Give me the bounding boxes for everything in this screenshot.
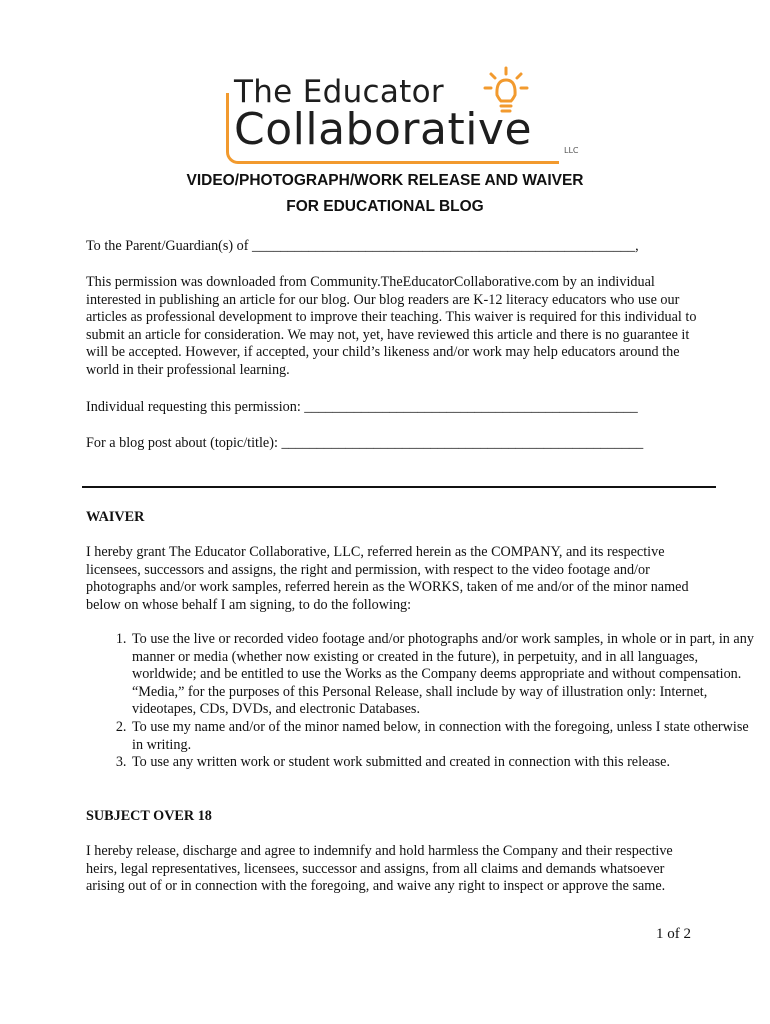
list-item: 2. To use my name and/or of the minor named below, in connection with the foregoing, unless I state otherwise in writing. — [130, 719, 756, 754]
waiver-heading: WAIVER — [86, 509, 145, 525]
permission-paragraph: This permission was downloaded from Community.TheEducatorCollaborative.com by an individual interested in publishing an article for our blog. Our blog readers are K-12 literacy educators who use our articles as professional development to improve their teaching. This waiver is required for this individual to submit an article for consideration. We may not, yet, have reviewed this article and there is no guarantee it will be accepted. However, if accepted, your child’s likeness and/or work may help educators around the world in their professional learning. — [86, 274, 697, 378]
logo-line-2: Collaborative — [234, 104, 533, 155]
document-subtitle: FOR EDUCATIONAL BLOG — [286, 198, 484, 215]
lightbulb-icon — [482, 66, 530, 122]
section-divider — [82, 486, 716, 488]
waiver-list — [86, 631, 756, 772]
waiver-paragraph: I hereby grant The Educator Collaborative, LLC, referred herein as the COMPANY, and its respective licensees, successors and assigns, the right and permission, with respect to the video footage and/or photographs and/or work samples, referred herein as the WORKS, taken of me and/or of the minor named below on whose behalf I am signing, to do the following: — [86, 544, 689, 613]
document-title: VIDEO/PHOTOGRAPH/WORK RELEASE AND WAIVER — [186, 172, 584, 189]
list-item: 1. To use the live or recorded video footage and/or photographs and/or work samples, in whole or in part, in any manner or media (whether now existing or created in the future), in perpetuity, and in all languages, worldwide; and be entitled to use the Works as the Company deems appropriate and without compensation. “Media,” for the purposes of this Personal Release, shall include by way of illustration only: Internet, videotapes, CDs, DVDs, and electronic Databases. — [130, 631, 756, 719]
logo-line-1: The Educator — [234, 74, 444, 110]
company-logo — [226, 66, 586, 166]
parent-guardian-line: To the Parent/Guardian(s) of ______________________________________________________, — [86, 238, 639, 254]
requester-line: Individual requesting this permission: _______________________________________________ — [86, 399, 638, 415]
subject-paragraph: I hereby release, discharge and agree to indemnify and hold harmless the Company and their respective heirs, legal representatives, licensees, successor and assigns, from all claims and demands whatsoever arising out of or in connection with the foregoing, and waive any right to inspect or approve the same. — [86, 843, 673, 895]
page-number: 1 of 2 — [656, 926, 691, 942]
subject-heading: SUBJECT OVER 18 — [86, 808, 212, 824]
list-item: 3. To use any written work or student work submitted and created in connection with this release. — [130, 754, 756, 772]
logo-llc: LLC — [564, 146, 579, 155]
topic-line: For a blog post about (topic/title): ___________________________________________________ — [86, 435, 644, 451]
